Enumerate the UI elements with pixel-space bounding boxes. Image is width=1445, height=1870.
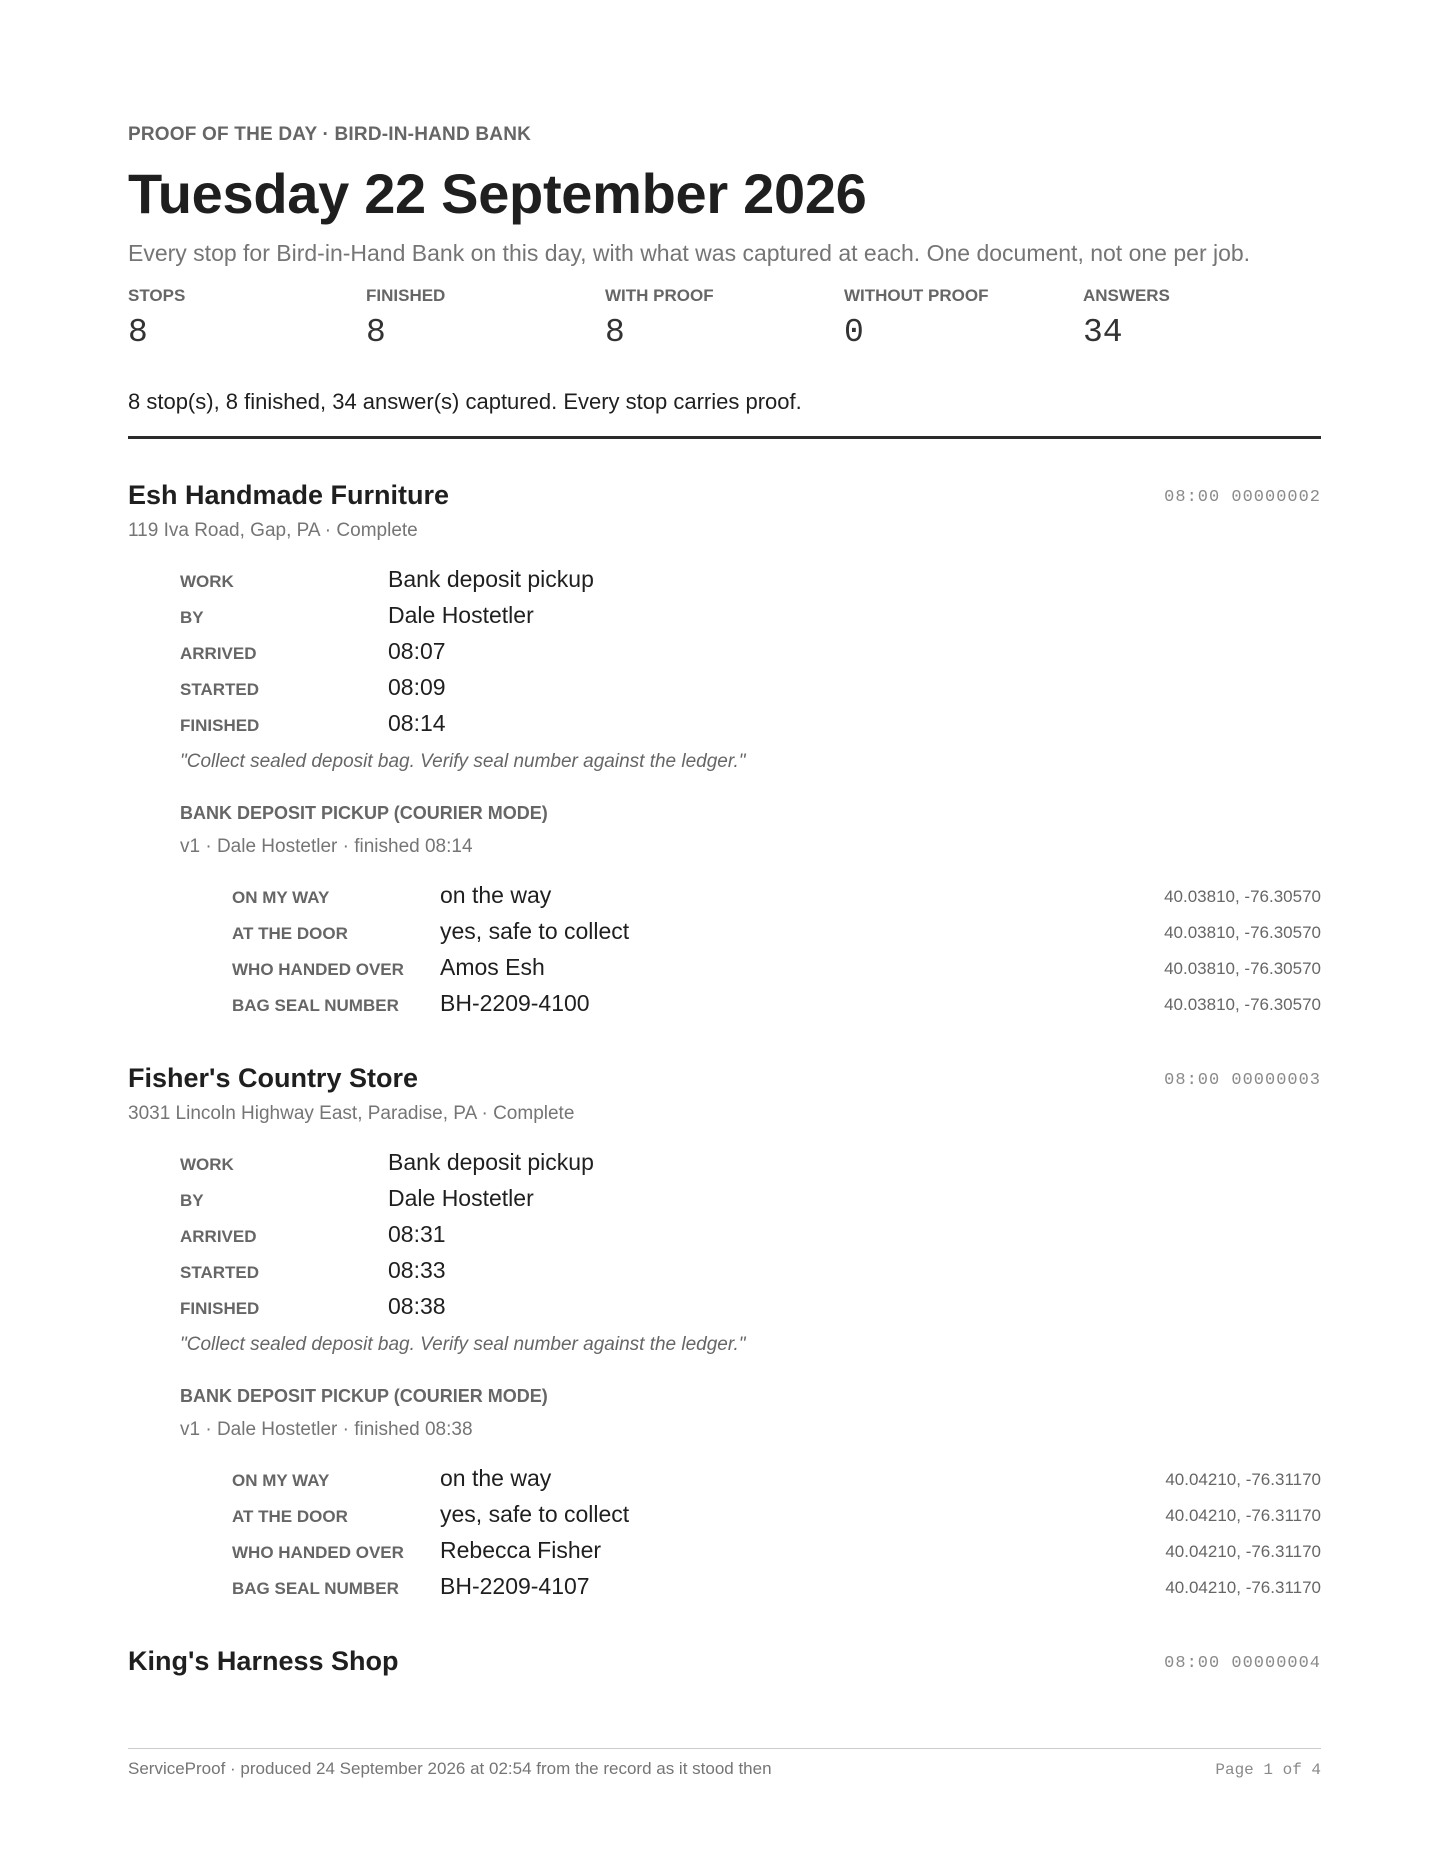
stat-value: 8 bbox=[128, 314, 148, 351]
page-number: Page 1 of 4 bbox=[1215, 1761, 1321, 1779]
answer-label: BAG SEAL NUMBER bbox=[232, 996, 399, 1015]
field-value: 08:31 bbox=[388, 1221, 446, 1247]
stop-reference: 08:00 00000003 bbox=[1164, 1071, 1321, 1090]
field-by bbox=[180, 602, 880, 638]
field-value: 08:14 bbox=[388, 710, 446, 736]
stat-without-proof bbox=[844, 286, 1074, 349]
answer-row bbox=[232, 954, 1321, 990]
answer-row bbox=[232, 918, 1321, 954]
answer-label: ON MY WAY bbox=[232, 1471, 330, 1490]
report-eyebrow: PROOF OF THE DAY · BIRD-IN-HAND BANK bbox=[128, 124, 532, 145]
answer-label: AT THE DOOR bbox=[232, 924, 348, 943]
stat-label: WITHOUT PROOF bbox=[844, 286, 989, 305]
stop-address: 3031 Lincoln Highway East, Paradise, PA · Complete bbox=[128, 1103, 575, 1124]
stat-stops bbox=[128, 286, 358, 349]
field-label: FINISHED bbox=[180, 1299, 260, 1318]
field-value: Bank deposit pickup bbox=[388, 1149, 594, 1175]
answer-row bbox=[232, 882, 1321, 918]
answer-value: yes, safe to collect bbox=[440, 1501, 630, 1527]
field-label: BY bbox=[180, 608, 204, 627]
answer-row bbox=[232, 1573, 1321, 1609]
field-label: WORK bbox=[180, 572, 234, 591]
answer-row bbox=[232, 1501, 1321, 1537]
stat-with-proof bbox=[605, 286, 835, 349]
stat-label: WITH PROOF bbox=[605, 286, 714, 305]
answer-coordinates: 40.04210, -76.31170 bbox=[1165, 1578, 1321, 1597]
form-title: BANK DEPOSIT PICKUP (COURIER MODE) bbox=[180, 803, 548, 823]
stat-value: 8 bbox=[366, 314, 386, 351]
field-label: ARRIVED bbox=[180, 1227, 257, 1246]
answer-value: on the way bbox=[440, 1465, 552, 1491]
page-title: Tuesday 22 September 2026 bbox=[128, 162, 867, 225]
answer-label: WHO HANDED OVER bbox=[232, 1543, 404, 1562]
answer-row bbox=[232, 1465, 1321, 1501]
field-started bbox=[180, 674, 880, 710]
field-started bbox=[180, 1257, 880, 1293]
stats-row bbox=[128, 286, 1321, 358]
stop-reference: 08:00 00000002 bbox=[1164, 488, 1321, 507]
stop-name: King's Harness Shop bbox=[128, 1646, 399, 1676]
field-label: ARRIVED bbox=[180, 644, 257, 663]
field-work bbox=[180, 1149, 880, 1185]
answer-coordinates: 40.04210, -76.31170 bbox=[1165, 1470, 1321, 1489]
form-meta: v1 · Dale Hostetler · finished 08:38 bbox=[180, 1419, 473, 1440]
answer-value: BH-2209-4100 bbox=[440, 990, 590, 1016]
field-work bbox=[180, 566, 880, 602]
answer-value: Rebecca Fisher bbox=[440, 1537, 602, 1563]
field-finished bbox=[180, 1293, 880, 1329]
stat-value: 34 bbox=[1083, 314, 1123, 351]
field-label: FINISHED bbox=[180, 716, 260, 735]
field-finished bbox=[180, 710, 880, 746]
answer-label: BAG SEAL NUMBER bbox=[232, 1579, 399, 1598]
stop-address: 119 Iva Road, Gap, PA · Complete bbox=[128, 520, 418, 541]
answer-label: AT THE DOOR bbox=[232, 1507, 348, 1526]
answer-coordinates: 40.03810, -76.30570 bbox=[1164, 959, 1321, 978]
answer-coordinates: 40.03810, -76.30570 bbox=[1164, 995, 1321, 1014]
answer-value: BH-2209-4107 bbox=[440, 1573, 590, 1599]
field-label: STARTED bbox=[180, 680, 260, 699]
field-value: Dale Hostetler bbox=[388, 602, 534, 628]
answer-label: WHO HANDED OVER bbox=[232, 960, 404, 979]
field-value: Dale Hostetler bbox=[388, 1185, 534, 1211]
answer-value: yes, safe to collect bbox=[440, 918, 630, 944]
stop-name: Fisher's Country Store bbox=[128, 1063, 418, 1093]
answer-label: ON MY WAY bbox=[232, 888, 330, 907]
form-title: BANK DEPOSIT PICKUP (COURIER MODE) bbox=[180, 1386, 548, 1406]
answer-coordinates: 40.03810, -76.30570 bbox=[1164, 887, 1321, 906]
field-arrived bbox=[180, 638, 880, 674]
stop-name: Esh Handmade Furniture bbox=[128, 480, 450, 510]
field-label: BY bbox=[180, 1191, 204, 1210]
field-label: STARTED bbox=[180, 1263, 260, 1282]
field-arrived bbox=[180, 1221, 880, 1257]
stop-reference: 08:00 00000004 bbox=[1164, 1654, 1321, 1673]
stat-answers bbox=[1083, 286, 1313, 349]
answer-value: Amos Esh bbox=[440, 954, 545, 980]
field-value: 08:38 bbox=[388, 1293, 446, 1319]
answer-coordinates: 40.04210, -76.31170 bbox=[1165, 1542, 1321, 1561]
answer-row bbox=[232, 990, 1321, 1026]
stat-value: 0 bbox=[844, 314, 864, 351]
job-note: "Collect sealed deposit bag. Verify seal number against the ledger." bbox=[180, 1334, 746, 1355]
header-divider bbox=[128, 436, 1321, 439]
field-value: 08:07 bbox=[388, 638, 446, 664]
field-label: WORK bbox=[180, 1155, 234, 1174]
stat-label: FINISHED bbox=[366, 286, 446, 305]
field-value: 08:33 bbox=[388, 1257, 446, 1283]
answer-value: on the way bbox=[440, 882, 552, 908]
stat-label: STOPS bbox=[128, 286, 186, 305]
field-value: Bank deposit pickup bbox=[388, 566, 594, 592]
page-subtitle: Every stop for Bird-in-Hand Bank on this day, with what was captured at each. One document, not one per job. bbox=[128, 240, 1251, 266]
answer-row bbox=[232, 1537, 1321, 1573]
footer-divider bbox=[128, 1748, 1321, 1749]
stat-finished bbox=[366, 286, 596, 349]
answer-coordinates: 40.03810, -76.30570 bbox=[1164, 923, 1321, 942]
job-note: "Collect sealed deposit bag. Verify seal number against the ledger." bbox=[180, 751, 746, 772]
field-by bbox=[180, 1185, 880, 1221]
summary-line: 8 stop(s), 8 finished, 34 answer(s) captured. Every stop carries proof. bbox=[128, 389, 802, 414]
form-meta: v1 · Dale Hostetler · finished 08:14 bbox=[180, 836, 473, 857]
stat-label: ANSWERS bbox=[1083, 286, 1170, 305]
footer-provenance: ServiceProof · produced 24 September 2026 at 02:54 from the record as it stood then bbox=[128, 1759, 772, 1778]
stat-value: 8 bbox=[605, 314, 625, 351]
field-value: 08:09 bbox=[388, 674, 446, 700]
answer-coordinates: 40.04210, -76.31170 bbox=[1165, 1506, 1321, 1525]
